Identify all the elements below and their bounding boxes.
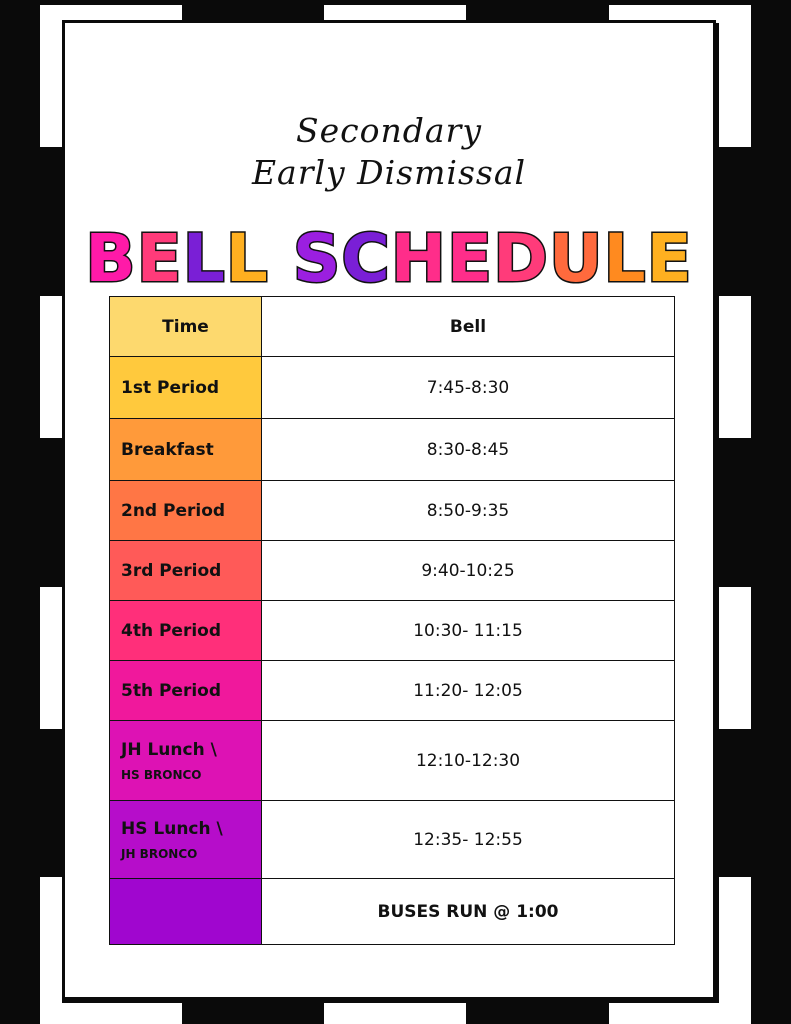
bell-schedule-table: [109, 296, 675, 945]
table-row: [110, 721, 675, 801]
period-label: 1st Period: [121, 377, 220, 398]
table-row: [110, 601, 675, 661]
title-letter: L: [182, 220, 226, 297]
frame-tab-bottom-right: [609, 1003, 751, 1024]
table-row: [110, 661, 675, 721]
table-row: [110, 879, 675, 945]
period-label: HS Lunch \: [121, 818, 223, 839]
header-bell: Bell: [262, 297, 675, 357]
frame-tab-left-2: [40, 296, 62, 438]
period-cell: [110, 879, 262, 945]
table-row: [110, 801, 675, 879]
table-row: [110, 357, 675, 419]
title-word-bell: [85, 220, 269, 297]
period-label: 5th Period: [121, 680, 222, 701]
page-title: [65, 219, 713, 299]
time-cell: 10:30- 11:15: [262, 601, 675, 661]
title-letter: L: [603, 220, 647, 297]
frame-tab-right-4: [719, 877, 751, 1019]
frame-tab-left-4: [40, 877, 62, 1019]
title-letter: E: [447, 220, 494, 297]
period-label: JH Lunch \: [121, 739, 217, 760]
title-letter: H: [390, 220, 448, 297]
title-letter: L: [225, 220, 269, 297]
header-time: Time: [110, 297, 262, 357]
frame-tab-right-3: [719, 587, 751, 729]
time-cell: BUSES RUN @ 1:00: [262, 879, 675, 945]
period-cell: [110, 419, 262, 481]
frame-tab-right-2: [719, 296, 751, 438]
frame-tab-bottom-center: [324, 1003, 466, 1024]
table-row: [110, 481, 675, 541]
period-cell: [110, 801, 262, 879]
period-cell: [110, 481, 262, 541]
frame-tab-bottom-left: [40, 1003, 182, 1024]
table-header-row: [110, 297, 675, 357]
period-label: Breakfast: [121, 439, 214, 460]
time-cell: 11:20- 12:05: [262, 661, 675, 721]
table-row: [110, 541, 675, 601]
period-cell: [110, 357, 262, 419]
period-cell: [110, 541, 262, 601]
title-letter: B: [85, 220, 137, 297]
frame-tab-left-1: [40, 5, 62, 147]
frame-tab-left-3: [40, 587, 62, 729]
title-word-schedule: [293, 220, 693, 297]
period-sublabel: JH BRONCO: [121, 846, 198, 861]
time-cell: 12:35- 12:55: [262, 801, 675, 879]
time-cell: 7:45-8:30: [262, 357, 675, 419]
period-cell: [110, 661, 262, 721]
period-label: 4th Period: [121, 620, 222, 641]
title-letter: E: [136, 220, 183, 297]
time-cell: 9:40-10:25: [262, 541, 675, 601]
period-label: 3rd Period: [121, 560, 222, 581]
period-cell: [110, 601, 262, 661]
title-letter: D: [493, 220, 549, 297]
subtitle-line-2: Early Dismissal: [251, 153, 527, 192]
period-cell: [110, 721, 262, 801]
subtitle-line-1: Secondary: [296, 111, 482, 150]
time-cell: 8:30-8:45: [262, 419, 675, 481]
title-letter: U: [548, 220, 604, 297]
schedule-page: [62, 20, 716, 1000]
title-letter: E: [646, 220, 693, 297]
title-letter: S: [292, 220, 342, 297]
period-sublabel: HS BRONCO: [121, 767, 202, 782]
table-row: [110, 419, 675, 481]
title-letter: C: [341, 220, 391, 297]
frame-tab-right-1: [719, 5, 751, 147]
time-cell: 12:10-12:30: [262, 721, 675, 801]
time-cell: 8:50-9:35: [262, 481, 675, 541]
period-label: 2nd Period: [121, 500, 226, 521]
